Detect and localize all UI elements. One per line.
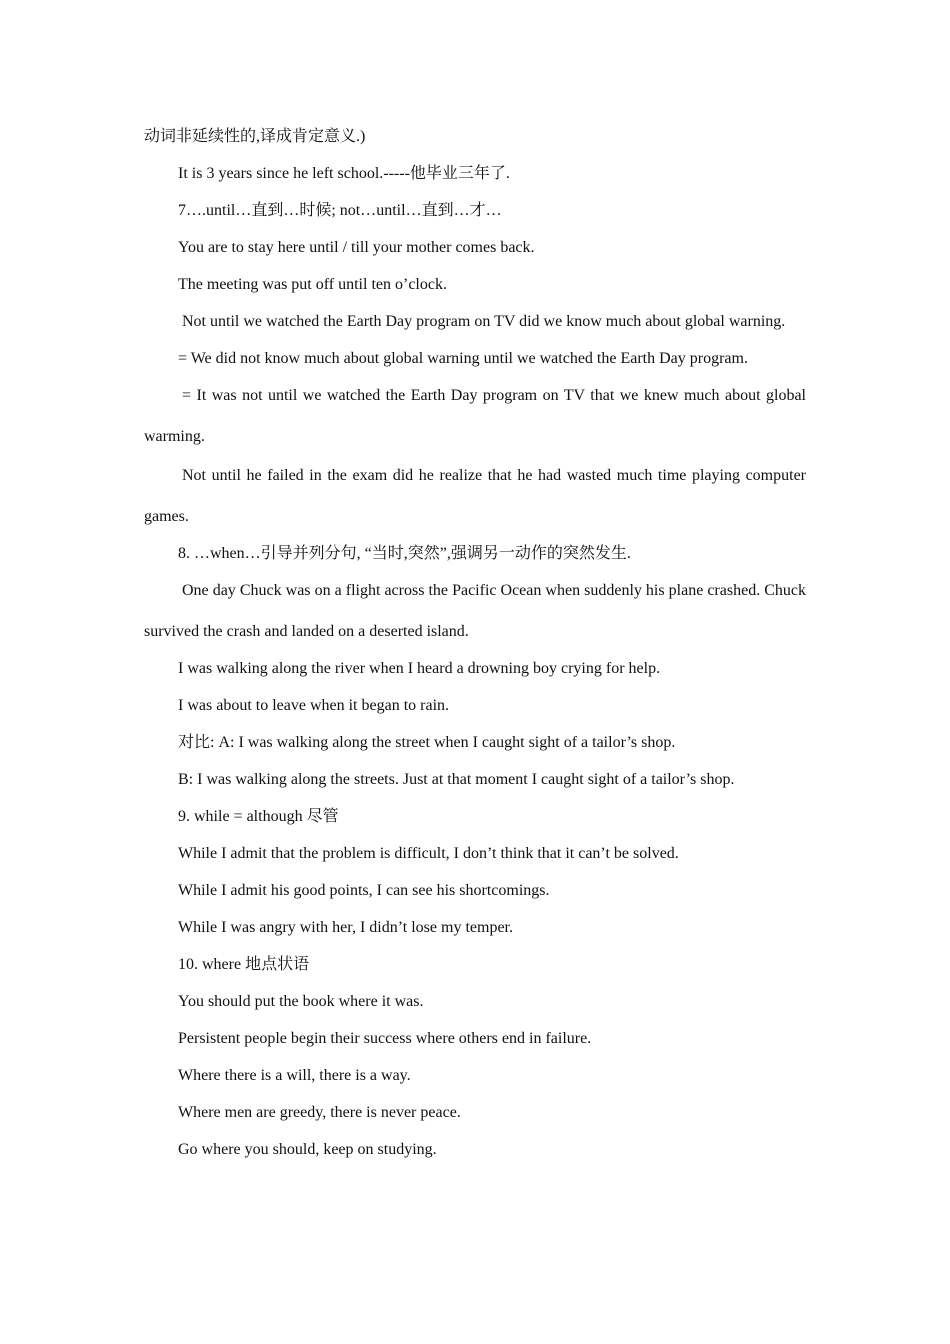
example-sentence: While I admit that the problem is difficult, I don’t think that it can’t be solved.	[178, 845, 679, 862]
document-body	[144, 118, 806, 1168]
example-sentence: The meeting was put off until ten o’clock.	[178, 276, 447, 293]
example-sentence: You should put the book where it was.	[178, 993, 424, 1010]
example-sentence: Persistent people begin their success where others end in failure.	[178, 1030, 592, 1047]
example-sentence: While I admit his good points, I can see his shortcomings.	[178, 882, 550, 899]
section-heading-10: 10. where 地点状语	[178, 956, 310, 973]
example-sentence: B: I was walking along the streets. Just at that moment I caught sight of a tailor’s shop.	[178, 771, 735, 788]
example-sentence: 对比: A: I was walking along the street when I caught sight of a tailor’s shop.	[178, 734, 676, 751]
example-sentence: = We did not know much about global warning until we watched the Earth Day program.	[178, 350, 748, 367]
example-sentence: It is 3 years since he left school.-----他毕业三年了.	[178, 165, 510, 182]
example-sentence: I was walking along the river when I heard a drowning boy crying for help.	[178, 660, 661, 677]
example-paragraph: One day Chuck was on a flight across the Pacific Ocean when suddenly his plane crashed. Chuck survived the crash and landed on a deserted island.	[144, 582, 806, 640]
example-paragraph: Not until he failed in the exam did he realize that he had wasted much time playing computer games.	[144, 467, 806, 525]
example-sentence: You are to stay here until / till your mother comes back.	[178, 239, 535, 256]
section-heading-8: 8. …when…引导并列分句, “当时,突然”,强调另一动作的突然发生.	[178, 545, 631, 562]
example-sentence: I was about to leave when it began to rain.	[178, 697, 450, 714]
example-sentence: Where men are greedy, there is never peace.	[178, 1104, 461, 1121]
example-sentence: Where there is a will, there is a way.	[178, 1067, 411, 1084]
example-sentence: Go where you should, keep on studying.	[178, 1141, 437, 1158]
section-heading-7: 7….until…直到…时候; not…until…直到…才…	[178, 202, 502, 219]
text-line: 动词非延续性的,译成肯定意义.)	[144, 128, 366, 145]
example-paragraph: = It was not until we watched the Earth Day program on TV that we knew much about global warming.	[144, 387, 806, 445]
example-paragraph: Not until we watched the Earth Day program on TV did we know much about global warning.	[182, 313, 786, 330]
example-sentence: While I was angry with her, I didn’t lose my temper.	[178, 919, 513, 936]
section-heading-9: 9. while = although 尽管	[178, 808, 339, 825]
